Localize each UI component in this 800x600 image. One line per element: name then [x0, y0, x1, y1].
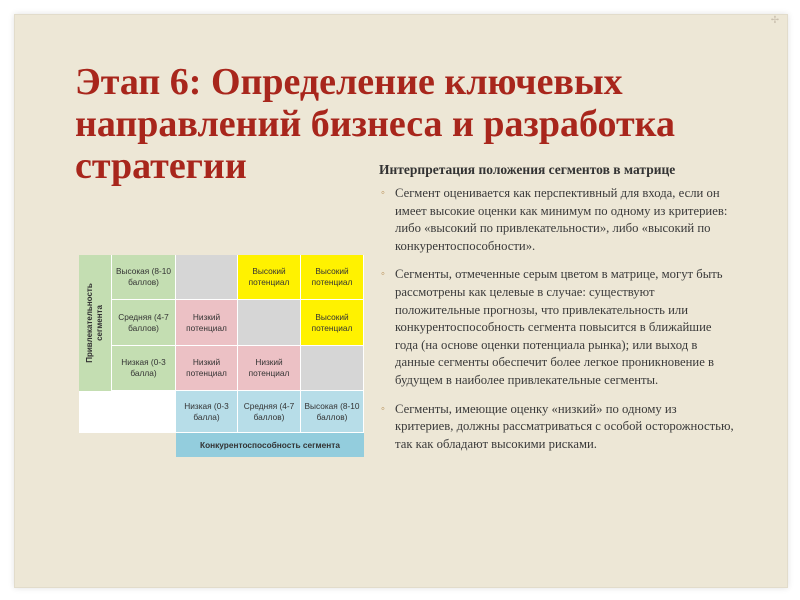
- x-axis-label: Конкурентоспособность сегмента: [176, 433, 364, 457]
- bullet-item: [379, 401, 735, 454]
- matrix-cell-high-potential: Высокий потенциал: [238, 255, 301, 300]
- matrix-cell-low-potential: Низкий потенциал: [176, 346, 238, 391]
- y-axis-label: [85, 283, 105, 363]
- title-line: направлений бизнеса и разработка: [75, 103, 675, 145]
- bullet-text: Сегмент оценивается как перспективный для входа, если он имеет высокие оценки как минимум по одному из критериев: либо «высокий по привлекательности», либо «высокий по конкурентоспособности».: [395, 186, 728, 253]
- matrix-cell-low-potential: Низкий потенциал: [238, 346, 301, 391]
- bullet-text: Сегменты, имеющие оценку «низкий» по одному из критериев, должны рассматриваться с особой осторожностью, так как обладают высокими рисками.: [395, 401, 734, 451]
- matrix-interpretation-heading: Интерпретация положения сегментов в матрице: [379, 162, 676, 177]
- matrix-cell-low-potential: Низкий потенциал: [176, 300, 238, 346]
- bullet-circle-icon: ◦: [381, 268, 385, 281]
- bullet-circle-icon: ◦: [381, 402, 385, 415]
- matrix-cell-high-potential: Высокий потенциал: [301, 300, 364, 346]
- slide: [14, 14, 788, 588]
- matrix-cell-gray: [238, 300, 301, 346]
- y-axis-label-line: сегмента: [95, 305, 104, 341]
- y-axis-label-cell: [79, 255, 112, 391]
- col-label-low: Низкая (0-3 балла): [176, 391, 238, 433]
- col-label-high: Высокая (8-10 баллов): [301, 391, 364, 433]
- bullet-list: [379, 185, 735, 464]
- title-line: Этап 6: Определение ключевых: [75, 61, 623, 103]
- row-label-low: Низкая (0-3 балла): [112, 346, 176, 391]
- row-label-medium: Средняя (4-7 баллов): [112, 300, 176, 346]
- corner-ornament-icon: ✢: [770, 15, 780, 26]
- col-label-medium: Средняя (4-7 баллов): [238, 391, 301, 433]
- bullet-text: Сегменты, отмеченные серым цветом в матрице, могут быть рассмотрены как целевые в случае: существуют положительные прогнозы, что привлекательность или конкурентоспособность сегмента повысится в ближайшие года (на основе оценки потенциала рынка); или выход в данные сегменты обеспечит более легкое проникновение в будущем в наиболее привлекательные сегменты.: [395, 267, 723, 387]
- row-label-high: Высокая (8-10 баллов): [112, 255, 176, 300]
- bullet-circle-icon: ◦: [381, 187, 385, 199]
- matrix-corner-blank: [79, 391, 176, 433]
- y-axis-label-line: Привлекательность: [85, 283, 94, 363]
- segment-matrix: [79, 255, 367, 461]
- title-line: стратегии: [75, 145, 247, 187]
- matrix-cell-gray: [176, 255, 238, 300]
- bullet-item: [379, 266, 735, 389]
- bullet-item: [379, 185, 735, 255]
- matrix-cell-high-potential: Высокий потенциал: [301, 255, 364, 300]
- matrix-cell-gray: [301, 346, 364, 391]
